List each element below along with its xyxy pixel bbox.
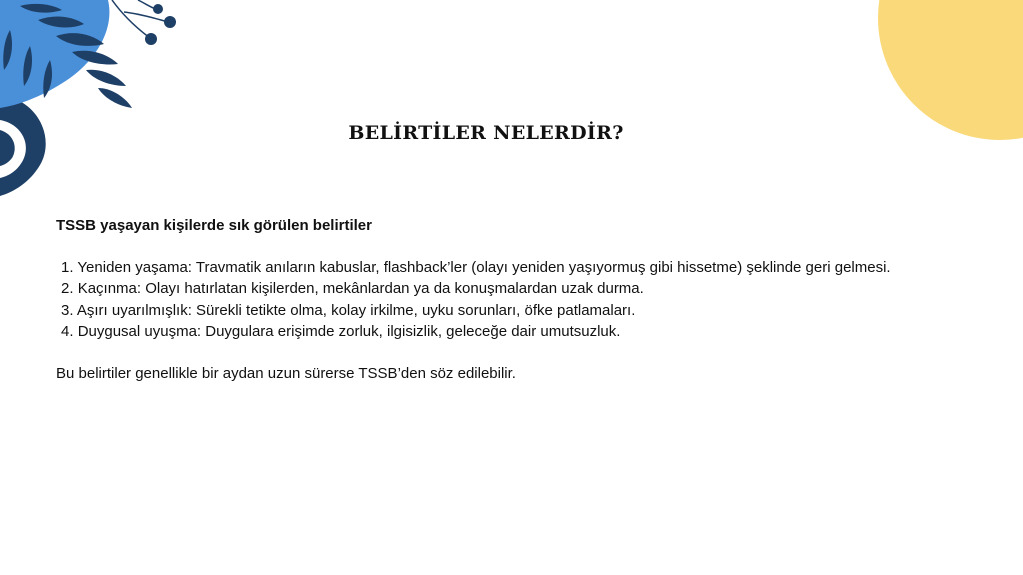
closing-text: Bu belirtiler genellikle bir aydan uzun sürerse TSSB’den söz edilebilir. <box>56 364 516 382</box>
list-item-text: Kaçınma: Olayı hatırlatan kişilerden, mekânlardan ya da konuşmalardan uzak durma. <box>77 280 644 297</box>
list-item <box>56 257 924 279</box>
content-body <box>56 215 924 384</box>
leaf-ornament-icon <box>0 0 200 210</box>
slide-title: BELİRTİLER NELERDİR? <box>348 122 624 144</box>
symptom-list <box>56 257 924 343</box>
list-item <box>56 278 924 300</box>
list-item-number: 3. <box>61 301 74 319</box>
list-item <box>56 300 924 322</box>
list-item-text: Duygusal uyuşma: Duygulara erişimde zorluk, ilgisizlik, geleceğe dair umutsuzluk. <box>77 323 621 340</box>
list-item-text: Yeniden yaşama: Travmatik anıların kabuslar, flashback’ler (olayı yeniden yaşıyormuş gibi hissetme) şeklinde geri gelmesi. <box>77 258 891 276</box>
list-item-number: 4. <box>61 323 74 340</box>
list-item <box>56 321 924 343</box>
subheading: TSSB yaşayan kişilerde sık görülen belirtiler <box>56 217 372 234</box>
list-item-text: Aşırı uyarılmışlık: Sürekli tetikte olma, kolay irkilme, uyku sorunları, öfke patlamaları. <box>76 301 636 319</box>
list-item-number: 2. <box>61 280 74 297</box>
list-item-number: 1. <box>61 258 74 276</box>
